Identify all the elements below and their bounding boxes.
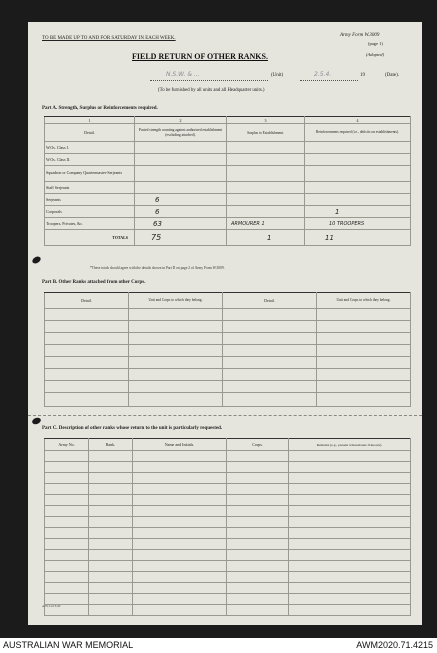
cell[interactable] [133,495,227,506]
cell[interactable] [227,517,289,528]
col-number: 3 [227,117,305,124]
cell[interactable] [89,451,133,462]
header-army-no: Army No. [45,439,89,451]
cell[interactable] [45,539,89,550]
row-detail: Corporals [45,206,135,218]
table-row [45,484,411,495]
cell[interactable] [133,451,227,462]
col-number: 4 [305,117,411,124]
cell[interactable] [89,506,133,517]
cell[interactable] [223,309,317,321]
header-remarks: Remarks (e.g., present whereabouts if known). [289,439,411,451]
table-row [45,572,411,583]
part-c-heading: Part C. Description of other ranks whose return to the unit is particularly requested. [42,426,223,431]
form-sheet [28,22,422,625]
cell[interactable] [317,333,411,345]
table-row [45,206,411,218]
table-row [45,345,411,357]
table-row [45,462,411,473]
cell[interactable] [45,321,129,333]
cell[interactable] [317,381,411,393]
part-c-table [44,438,411,616]
reinforcements-cell[interactable] [305,166,411,182]
header-detail: Detail. [223,293,317,309]
date-label: (Date). [385,73,400,78]
cell[interactable] [45,506,89,517]
table-row [45,517,411,528]
cell[interactable] [317,321,411,333]
part-c-header-row [45,439,411,451]
table-row [45,381,411,393]
cell[interactable] [289,451,411,462]
posted-cell[interactable] [135,166,227,182]
header-detail: Detail. [45,124,135,142]
cell[interactable] [89,495,133,506]
surplus-cell[interactable] [227,182,305,194]
cell[interactable] [227,451,289,462]
form-adapted: (Adapted) [366,52,384,57]
totals-label: TOTALS [45,230,135,246]
cell[interactable] [227,473,289,484]
cell[interactable] [289,528,411,539]
cell[interactable] [89,517,133,528]
posted-cell[interactable] [135,142,227,154]
print-code: A.W. Ltd 3/43 [42,604,61,608]
cell[interactable] [45,451,89,462]
cell[interactable] [227,550,289,561]
cell[interactable] [227,528,289,539]
header-posted: Posted strength counting against authorized establishment (excluding attached). [135,124,227,142]
cell[interactable] [89,462,133,473]
cell[interactable] [289,484,411,495]
posted-cell[interactable]: 63 [135,218,227,230]
cell[interactable] [289,462,411,473]
surplus-cell[interactable] [227,206,305,218]
cell[interactable] [45,583,89,594]
cell[interactable] [289,550,411,561]
cell[interactable] [45,473,89,484]
table-row [45,166,411,182]
cell[interactable] [133,506,227,517]
reinforcements-cell[interactable]: 10 TROOPERS [305,218,411,230]
cell[interactable] [227,561,289,572]
posted-cell[interactable] [135,154,227,166]
cell[interactable] [227,605,289,616]
row-detail: Serjeants [45,194,135,206]
reinforcements-cell[interactable] [305,142,411,154]
cell[interactable] [45,550,89,561]
cell[interactable] [129,393,223,407]
surplus-cell[interactable] [227,154,305,166]
cell[interactable] [133,517,227,528]
posted-cell[interactable] [135,182,227,194]
cell[interactable] [223,369,317,381]
table-row [45,182,411,194]
cell[interactable] [129,381,223,393]
row-detail: W.Os. Class II. [45,154,135,166]
form-title: FIELD RETURN OF OTHER RANKS. [132,52,268,61]
cell[interactable] [289,594,411,605]
part-a-table [44,116,411,246]
totals-row [45,230,411,246]
cell[interactable] [317,345,411,357]
surplus-cell[interactable] [227,142,305,154]
table-row [45,561,411,572]
reinforcements-cell[interactable] [305,182,411,194]
cell[interactable] [227,506,289,517]
cell[interactable] [89,572,133,583]
footer-bar [0,638,437,653]
cell[interactable] [223,357,317,369]
table-row [45,550,411,561]
totals-note: *These totals should agree with the details shown in Part D on page 2 of Army Form W.3009. [90,266,225,270]
surplus-cell[interactable]: ARMOURER 1 [227,218,305,230]
cell[interactable] [223,333,317,345]
table-row [45,506,411,517]
cell[interactable] [45,381,129,393]
cell[interactable] [289,506,411,517]
cell[interactable] [133,528,227,539]
cell[interactable] [317,393,411,407]
table-row [45,528,411,539]
cell[interactable] [89,528,133,539]
cell[interactable] [289,539,411,550]
cell[interactable] [89,539,133,550]
cell[interactable] [227,594,289,605]
row-detail: W.Os. Class I. [45,142,135,154]
row-detail: Troopers, Privates, &c. [45,218,135,230]
cell[interactable] [129,369,223,381]
reinforcements-cell[interactable] [305,154,411,166]
cell[interactable] [133,594,227,605]
cell[interactable] [45,594,89,605]
part-b-heading: Part B. Other Ranks attached from other Corps. [42,280,146,285]
cell[interactable] [289,495,411,506]
punch-hole [31,255,42,265]
cell[interactable] [89,605,133,616]
cell[interactable] [227,583,289,594]
form-page: (page 1) [368,41,383,46]
table-row [45,583,411,594]
col-number: 1 [45,117,135,124]
table-row [45,321,411,333]
date-handwriting: 2.5.4. [314,71,332,78]
header-unit-corps: Unit and Corps to which they belong. [129,293,223,309]
cell[interactable] [45,369,129,381]
unit-handwriting: N.S.W. & ... [166,71,200,78]
cell[interactable] [289,572,411,583]
posted-cell[interactable]: 6 [135,194,227,206]
cell[interactable] [227,572,289,583]
cell[interactable] [45,309,129,321]
header-surplus: Surplus to Establishment. [227,124,305,142]
part-b-header-row [45,293,411,309]
cell[interactable] [129,357,223,369]
top-note: TO BE MADE UP TO AND FOR SATURDAY IN EACH WEEK. [42,36,176,41]
cell[interactable] [89,594,133,605]
cell[interactable] [45,333,129,345]
part-a-heading: Part A. Strength, Surplus or Reinforcements required. [42,106,158,111]
cell[interactable] [317,309,411,321]
cell[interactable] [227,462,289,473]
unit-label: (Unit) [271,73,284,78]
cell[interactable] [227,484,289,495]
cell[interactable] [45,393,129,407]
cell[interactable] [289,517,411,528]
total-surplus[interactable]: 1 [227,230,305,246]
date-field[interactable] [300,72,358,81]
table-row [45,357,411,369]
cell[interactable] [45,462,89,473]
table-row [45,154,411,166]
table-row [45,451,411,462]
cell[interactable] [89,561,133,572]
cell[interactable] [133,605,227,616]
cell[interactable] [129,309,223,321]
footer-institution: AUSTRALIAN WAR MEMORIAL [3,640,134,650]
part-a-header-row [45,124,411,142]
cell[interactable] [289,583,411,594]
cell[interactable] [89,484,133,495]
footer-accession-number: AWM2020.71.4215 [356,640,433,650]
table-row [45,393,411,407]
cell[interactable] [289,473,411,484]
reinforcements-cell[interactable] [305,194,411,206]
cell[interactable] [89,473,133,484]
table-row [45,594,411,605]
cell[interactable] [45,528,89,539]
table-row [45,605,411,616]
header-detail: Detail. [45,293,129,309]
row-detail: Squadron or Company Quartermaster-Serjeants [45,166,135,182]
header-reinforcements: Reinforcements required (i.e., deficits on establishments). [305,124,411,142]
header-corps: Corps. [227,439,289,451]
cell[interactable] [45,572,89,583]
col-number: 2 [135,117,227,124]
cell[interactable] [133,583,227,594]
cell[interactable] [133,484,227,495]
punch-hole [31,417,42,426]
cell[interactable] [129,333,223,345]
cell[interactable] [133,550,227,561]
table-row [45,495,411,506]
table-row [45,194,411,206]
table-row [45,369,411,381]
cell[interactable] [129,321,223,333]
table-row [45,539,411,550]
header-rank: Rank. [89,439,133,451]
cell[interactable] [223,345,317,357]
cell[interactable] [89,550,133,561]
unit-field[interactable] [150,72,268,81]
cell[interactable] [317,357,411,369]
furnish-note: (To be furnished by all units and all Headquarter units.) [158,88,265,93]
header-name: Name and Initials. [133,439,227,451]
cell[interactable] [289,605,411,616]
cell[interactable] [227,495,289,506]
surplus-cell[interactable] [227,166,305,182]
cell[interactable] [223,393,317,407]
cell[interactable] [133,561,227,572]
cell[interactable] [133,539,227,550]
cell[interactable] [129,345,223,357]
table-row [45,333,411,345]
total-posted[interactable]: 75 [135,230,227,246]
cell[interactable] [133,572,227,583]
cell[interactable] [45,345,129,357]
posted-cell[interactable]: 6 [135,206,227,218]
cell[interactable] [89,583,133,594]
cell[interactable] [133,462,227,473]
table-row [45,218,411,230]
form-number: Army Form W.3009 [340,33,380,38]
cell[interactable] [45,357,129,369]
cell[interactable] [317,369,411,381]
cell[interactable] [45,495,89,506]
fold-line [28,415,422,416]
reinforcements-cell[interactable]: 1 [305,206,411,218]
part-a-number-row [45,117,411,124]
cell[interactable] [45,561,89,572]
surplus-cell[interactable] [227,194,305,206]
total-reinforcements[interactable]: 11 [305,230,411,246]
table-row [45,309,411,321]
table-row [45,473,411,484]
cell[interactable] [45,484,89,495]
header-unit-corps: Unit and Corps to which they belong. [317,293,411,309]
part-b-table [44,292,411,407]
cell[interactable] [45,517,89,528]
table-row [45,142,411,154]
cell[interactable] [133,473,227,484]
cell[interactable] [223,321,317,333]
year-prefix: 19 [360,73,365,78]
cell[interactable] [227,539,289,550]
cell[interactable] [223,381,317,393]
row-detail: Staff Serjeants [45,182,135,194]
cell[interactable] [289,561,411,572]
